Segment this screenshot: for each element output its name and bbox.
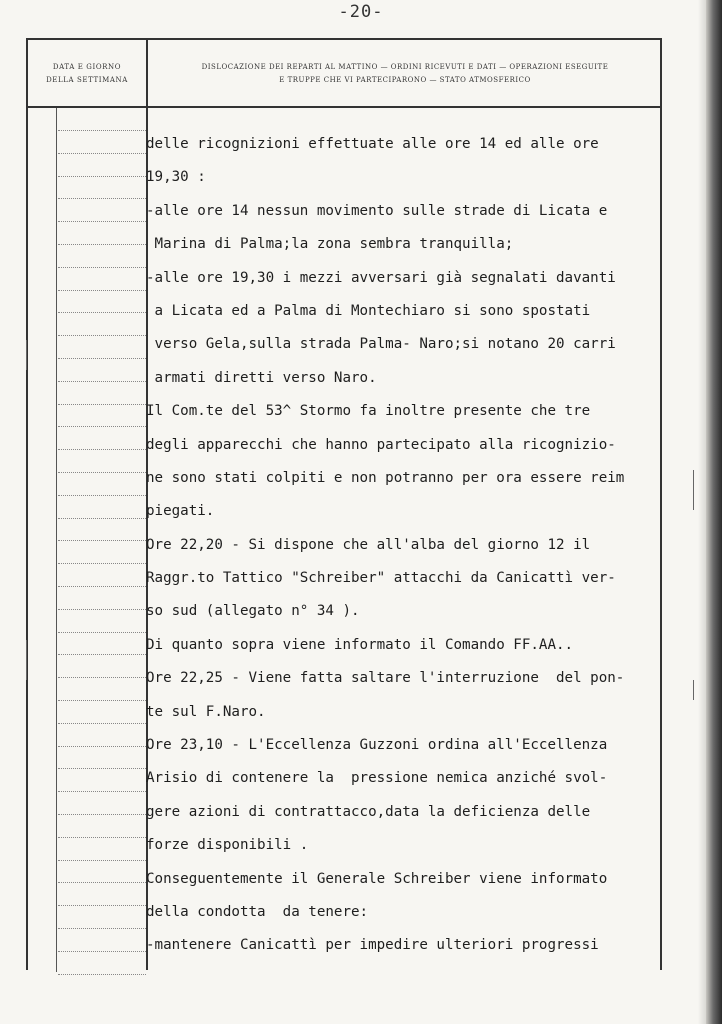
date-column-row-line [58, 312, 146, 313]
date-column-row-line [58, 267, 146, 268]
body-line: te sul F.Naro. [146, 703, 266, 720]
body-line: -alle ore 14 nessun movimento sulle strade di Licata e [146, 202, 608, 219]
body-line: -mantenere Canicattì per impedire ulteriori progressi [146, 937, 599, 954]
date-column-row-line [58, 176, 146, 177]
date-column-row-line [58, 198, 146, 199]
date-column-row-line [58, 974, 146, 975]
body-line: so sud (allegato n° 34 ). [146, 603, 360, 620]
binding-edge [706, 0, 722, 1024]
date-column-row-line [58, 563, 146, 564]
body-text [146, 128, 666, 963]
date-column-row-line [58, 335, 146, 336]
date-column-row-line [58, 768, 146, 769]
date-column-row-line [58, 404, 146, 405]
body-line: Marina di Palma;la zona sembra tranquilla; [146, 236, 514, 253]
date-column-row-line [58, 677, 146, 678]
date-column-row-line [58, 586, 146, 587]
date-column-row-line [58, 700, 146, 701]
header-date-line2: DELLA SETTIMANA [46, 76, 128, 84]
date-column-row-line [58, 426, 146, 427]
header-date-line1: DATA E GIORNO [52, 63, 122, 71]
body-line: Arisio di contenere la pressione nemica anziché svol- [146, 770, 608, 787]
date-column-row-line [58, 746, 146, 747]
margin-mark [26, 640, 27, 680]
header-operations-column [150, 40, 660, 106]
body-line: Raggr.to Tattico "Schreiber" attacchi da Canicattì ver- [146, 570, 616, 587]
body-line: Ore 22,25 - Viene fatta saltare l'interruzione del pon- [146, 670, 625, 687]
date-column-row-line [58, 153, 146, 154]
date-column-row-line [58, 244, 146, 245]
body-line: Conseguentemente il Generale Schreiber viene informato [146, 870, 608, 887]
body-line: forze disponibili . [146, 837, 309, 854]
body-line: degli apparecchi che hanno partecipato alla ricognizio- [146, 436, 616, 453]
header-operations-line2: E TRUPPE CHE VI PARTECIPARONO — STATO ATMOSFERICO [279, 76, 531, 84]
body-line: a Licata ed a Palma di Montechiaro si sono spostati [146, 302, 591, 319]
date-column-row-line [58, 814, 146, 815]
body-line: Il Com.te del 53^ Stormo fa inoltre presente che tre [146, 403, 591, 420]
date-column-row-line [58, 905, 146, 906]
body-line: della condotta da tenere: [146, 903, 369, 920]
date-column-row-line [58, 130, 146, 131]
date-column-row-line [58, 290, 146, 291]
date-column-row-line [58, 472, 146, 473]
page-number: -20- [338, 2, 384, 22]
date-column-row-line [58, 518, 146, 519]
date-column-ruling [58, 108, 146, 972]
header-operations-line1: DISLOCAZIONE DEI REPARTI AL MATTINO — ORDINI RICEVUTI E DATI — OPERAZIONI ESEGUITE [201, 63, 609, 71]
date-column-row-line [58, 837, 146, 838]
register-header [28, 40, 660, 108]
date-column-row-line [58, 632, 146, 633]
body-line: -alle ore 19,30 i mezzi avversari già segnalati davanti [146, 269, 616, 286]
body-line: armati diretti verso Naro. [146, 369, 377, 386]
margin-mark [693, 470, 694, 510]
margin-mark [693, 680, 694, 700]
date-column-row-line [58, 860, 146, 861]
date-column-row-line [58, 381, 146, 382]
body-line: gere azioni di contrattacco,data la deficienza delle [146, 803, 591, 820]
date-column-row-line [58, 495, 146, 496]
date-column-row-line [58, 540, 146, 541]
date-column-row-line [58, 609, 146, 610]
body-line: ne sono stati colpiti e non potranno per ora essere reim [146, 469, 625, 486]
date-column-row-line [58, 951, 146, 952]
date-column-row-line [58, 449, 146, 450]
page-shadow [698, 0, 706, 1024]
date-column-row-line [58, 928, 146, 929]
left-margin-rule [56, 108, 57, 972]
body-line: delle ricognizioni effettuate alle ore 14 ed alle ore [146, 136, 599, 152]
body-line: piegati. [146, 503, 215, 520]
body-line: Di quanto sopra viene informato il Comando FF.AA.. [146, 636, 574, 653]
body-line: Ore 23,10 - L'Eccellenza Guzzoni ordina all'Eccellenza [146, 737, 608, 754]
date-column-row-line [58, 221, 146, 222]
date-column-row-line [58, 654, 146, 655]
header-date-column [28, 40, 146, 106]
margin-mark [26, 340, 27, 370]
date-column-row-line [58, 882, 146, 883]
body-line: Ore 22,20 - Si dispone che all'alba del giorno 12 il [146, 536, 591, 553]
date-column-row-line [58, 723, 146, 724]
date-column-row-line [58, 358, 146, 359]
date-column-row-line [58, 791, 146, 792]
body-line: 19,30 : [146, 169, 206, 186]
body-line: verso Gela,sulla strada Palma- Naro;si notano 20 carri [146, 336, 616, 353]
